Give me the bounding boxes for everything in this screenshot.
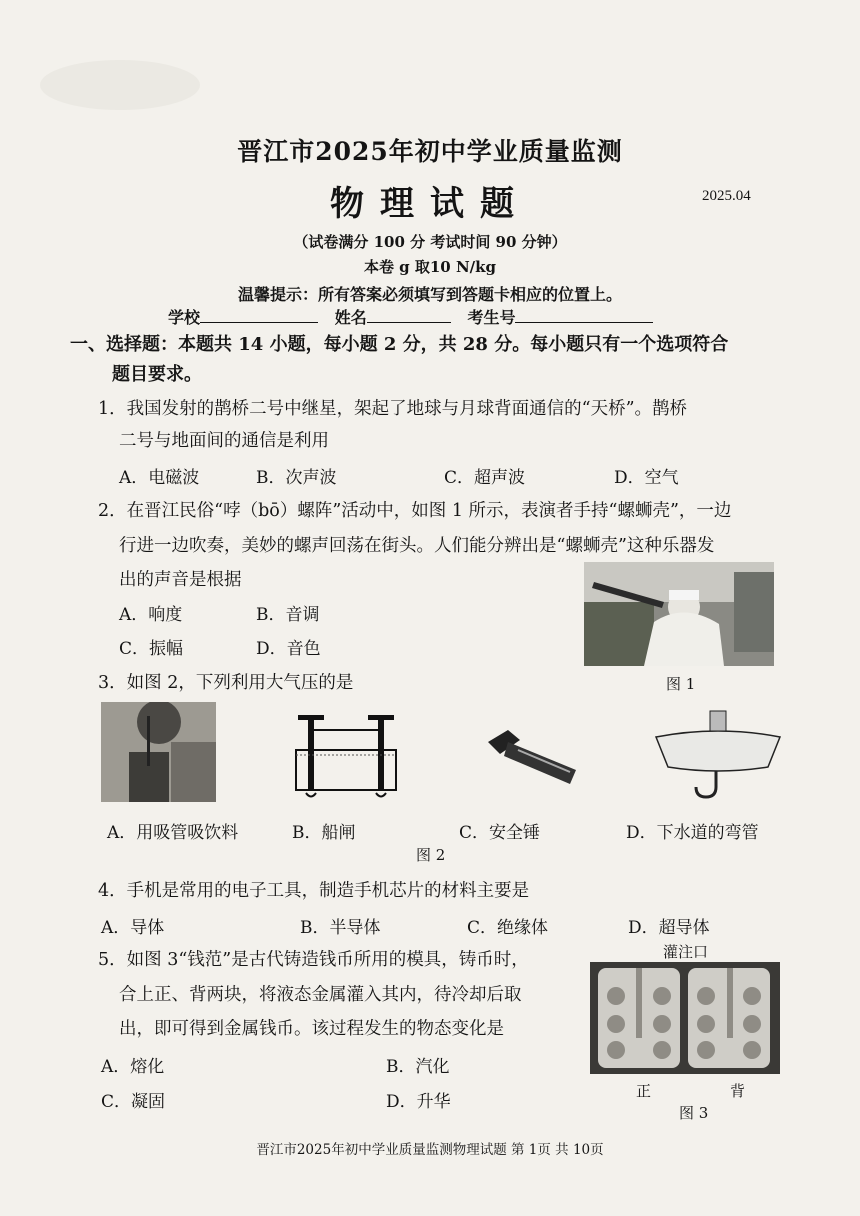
q4-option-d[interactable]: D．超导体 (628, 918, 710, 938)
figure-1-performer-photo (584, 562, 774, 666)
question-5-line1: 5．如图 3“钱范”是古代铸造钱币所用的模具，铸币时， (98, 950, 529, 970)
q1-option-d[interactable]: D．空气 (614, 468, 679, 488)
subject-title: 物理试题 (330, 184, 530, 224)
figure-3-caption: 图 3 (679, 1104, 709, 1122)
q2-option-a[interactable]: A．响度 (119, 605, 183, 625)
exam-no-blank[interactable] (515, 306, 653, 323)
q1-option-c[interactable]: C．超声波 (444, 468, 526, 488)
student-info-fields (168, 305, 653, 328)
figure-2b-ship-lock-diagram (286, 705, 406, 800)
scan-shadow (40, 60, 200, 110)
question-1-line2: 二号与地面间的通信是利用 (119, 431, 329, 451)
figure-2a-straw-drink-photo (101, 702, 216, 802)
question-5-line3: 出，即可得到金属钱币。该过程发生的物态变化是 (119, 1019, 504, 1039)
q4-option-b[interactable]: B．半导体 (300, 918, 381, 938)
question-2-line1: 2．在晋江民俗“哱（bō）螺阵”活动中，如图 1 所示，表演者手持“螺蛳壳”，一边 (98, 501, 732, 521)
q3-option-c[interactable]: C．安全锤 (459, 823, 541, 843)
q2-option-c[interactable]: C．振幅 (119, 639, 184, 659)
exam-date: 2025.04 (702, 188, 751, 204)
section-heading-line2: 题目要求。 (112, 364, 202, 385)
q1-option-a[interactable]: A．电磁波 (119, 468, 200, 488)
q5-option-d[interactable]: D．升华 (386, 1092, 451, 1112)
figure-2-caption: 图 2 (416, 846, 446, 864)
name-label: 姓名 (334, 308, 367, 327)
section-heading (70, 330, 790, 390)
q4-option-c[interactable]: C．绝缘体 (467, 918, 549, 938)
q2-option-d[interactable]: D．音色 (256, 639, 321, 659)
q5-option-a[interactable]: A．熔化 (101, 1057, 165, 1077)
q3-option-b[interactable]: B．船闸 (292, 823, 356, 843)
question-2-line2: 行进一边吹奏，美妙的螺声回荡在街头。人们能分辨出是“螺蛳壳”这种乐器发 (119, 536, 715, 556)
figure-3-back-label: 背 (730, 1082, 746, 1100)
exam-title: 晋江市2025年初中学业质量监测 (237, 137, 623, 166)
figure-2d-sink-drain-pipe-drawing (648, 705, 788, 805)
question-5-line2: 合上正、背两块，将液态金属灌入其内，待冷却后取 (119, 985, 522, 1005)
q1-option-b[interactable]: B．次声波 (256, 468, 337, 488)
q2-option-b[interactable]: B．音调 (256, 605, 320, 625)
q5-option-c[interactable]: C．凝固 (101, 1092, 166, 1112)
section-heading-line1: 一、选择题：本题共 14 小题，每小题 2 分，共 28 分。每小题只有一个选项符合 (70, 334, 729, 355)
question-1-line1: 1．我国发射的鹊桥二号中继星，架起了地球与月球背面通信的“天桥”。鹊桥 (98, 399, 688, 419)
exam-info: （试卷满分 100 分 考试时间 90 分钟） (293, 233, 567, 251)
question-3-line1: 3．如图 2，下列利用大气压的是 (98, 673, 354, 693)
question-4-line1: 4．手机是常用的电子工具，制造手机芯片的材料主要是 (98, 881, 530, 901)
figure-3-front-label: 正 (636, 1082, 652, 1100)
g-note: 本卷 g 取10 N/kg (363, 258, 497, 276)
page-footer: 晋江市2025年初中学业质量监测物理试题 第 1页 共 10页 (256, 1142, 604, 1158)
name-blank[interactable] (367, 306, 451, 323)
reminder: 温馨提示：所有答案必须填写到答题卡相应的位置上。 (237, 285, 622, 304)
q4-option-a[interactable]: A．导体 (101, 918, 165, 938)
school-blank[interactable] (200, 306, 318, 323)
question-2-line3: 出的声音是根据 (119, 570, 242, 590)
figure-3-pour-hole-label: 灌注口 (663, 943, 709, 961)
q3-option-a[interactable]: A．用吸管吸饮料 (107, 823, 239, 843)
exam-no-label: 考生号 (467, 308, 516, 327)
q5-option-b[interactable]: B．汽化 (386, 1057, 450, 1077)
q3-option-d[interactable]: D．下水道的弯管 (626, 823, 759, 843)
figure-3-coin-mould-photo (590, 962, 780, 1074)
school-label: 学校 (168, 308, 201, 327)
figure-1-caption: 图 1 (666, 675, 696, 693)
figure-2c-safety-hammer-drawing (478, 712, 588, 792)
